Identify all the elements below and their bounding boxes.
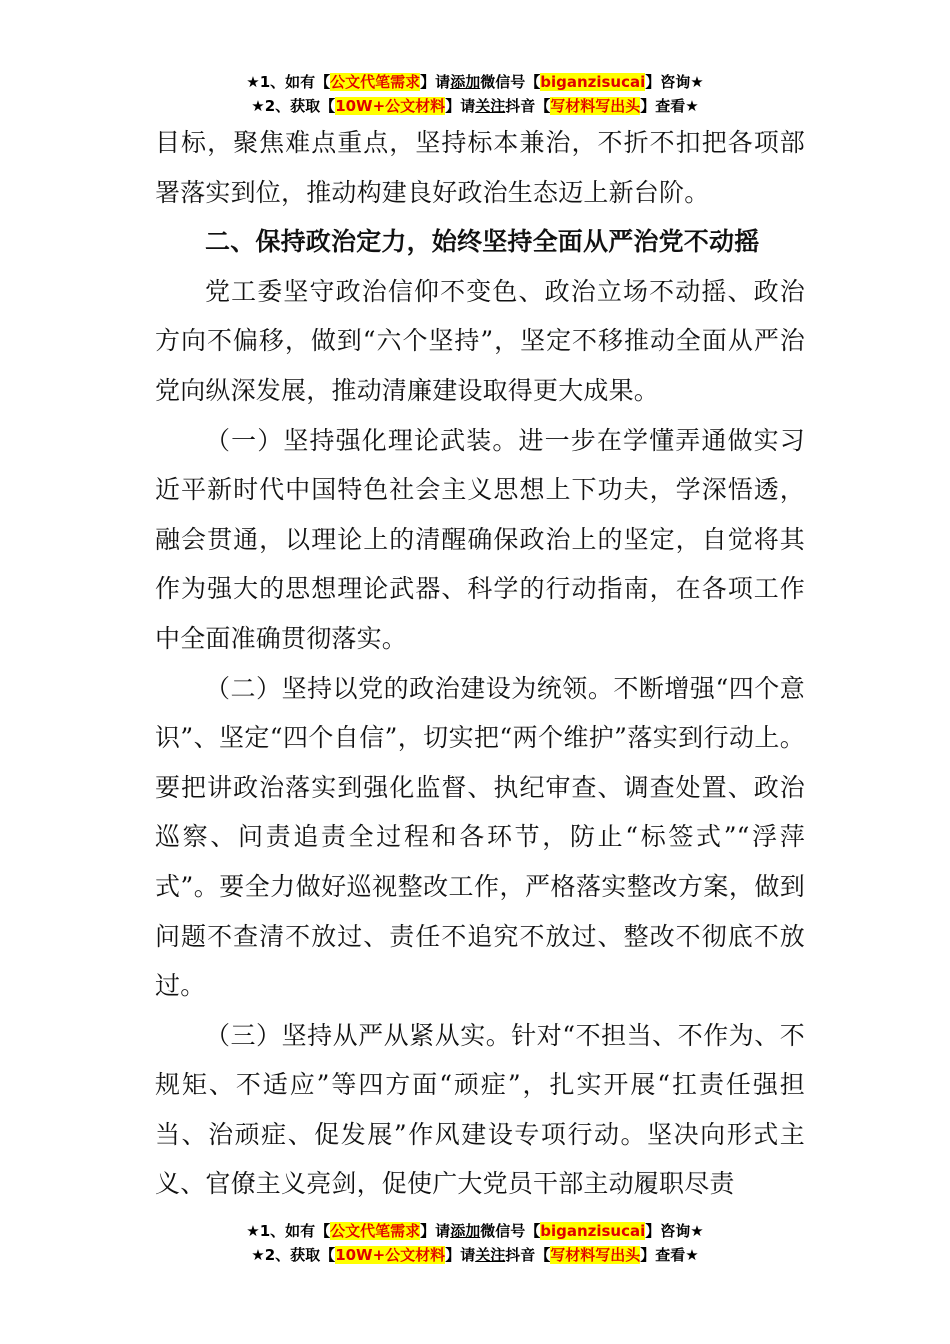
paragraph-continued: 目标，聚焦难点重点，坚持标本兼治，不折不扣把各项部署落实到位，推动构建良好政治生态迈上新台阶。 xyxy=(155,128,805,207)
paragraph-item-1: （一）坚持强化理论武装。进一步在学懂弄通做实习近平新时代中国特色社会主义思想上下功夫，学深悟透，融会贯通，以理论上的清醒确保政治上的坚定，自觉将其作为强大的思想理论武器、科学的行动指南，在各项工作中全面准确贯彻落实。 xyxy=(155,425,805,653)
footer-line-2: ★2、获取【10W+公文材料】请关注抖音【写材料写出头】查看★ xyxy=(251,1246,699,1264)
underlined-follow: 关注 xyxy=(475,97,506,115)
footer-banner xyxy=(0,1219,950,1267)
header-banner xyxy=(0,70,950,118)
highlight-service: 公文代笔需求 xyxy=(330,1222,421,1240)
underlined-follow: 关注 xyxy=(475,1246,506,1264)
banner-line-1: ★1、如有【公文代笔需求】请添加微信号【biganzisucai】咨询★ xyxy=(246,73,704,91)
highlight-douyin-account: 写材料写出头 xyxy=(550,1246,641,1264)
highlight-materials: 10W+公文材料 xyxy=(335,1246,446,1264)
highlight-wechat-id: biganzisucai xyxy=(540,73,646,91)
paragraph-item-3: （三）坚持从严从紧从实。针对“不担当、不作为、不规矩、不适应”等四方面“顽症”，扎实开展“扛责任强担当、治顽症、促发展”作风建设专项行动。坚决向形式主义、官僚主义亮剑，促使广大党员干部主动履职尽责 xyxy=(155,1020,805,1199)
highlight-douyin-account: 写材料写出头 xyxy=(550,97,641,115)
highlight-wechat-id: biganzisucai xyxy=(540,1222,646,1240)
banner-line-2: ★2、获取【10W+公文材料】请关注抖音【写材料写出头】查看★ xyxy=(251,97,699,115)
highlight-service: 公文代笔需求 xyxy=(330,73,421,91)
underlined-add: 添加 xyxy=(450,73,481,91)
section-heading: 二、保持政治定力，始终坚持全面从严治党不动摇 xyxy=(205,227,760,257)
footer-line-1: ★1、如有【公文代笔需求】请添加微信号【biganzisucai】咨询★ xyxy=(246,1222,704,1240)
underlined-add: 添加 xyxy=(450,1222,481,1240)
document-body xyxy=(155,118,805,1209)
highlight-materials: 10W+公文材料 xyxy=(335,97,446,115)
paragraph-item-2: （二）坚持以党的政治建设为统领。不断增强“四个意识”、坚定“四个自信”，切实把“两个维护”落实到行动上。要把讲政治落实到强化监督、执纪审查、调查处置、政治巡察、问责追责全过程和各环节，防止“标签式”“浮萍式”。要全力做好巡视整改工作，严格落实整改方案，做到问题不查清不放过、责任不追究不放过、整改不彻底不放过。 xyxy=(155,673,805,1001)
paragraph-intro: 党工委坚守政治信仰不变色、政治立场不动摇、政治方向不偏移，做到“六个坚持”，坚定不移推动全面从严治党向纵深发展，推动清廉建设取得更大成果。 xyxy=(155,276,805,405)
